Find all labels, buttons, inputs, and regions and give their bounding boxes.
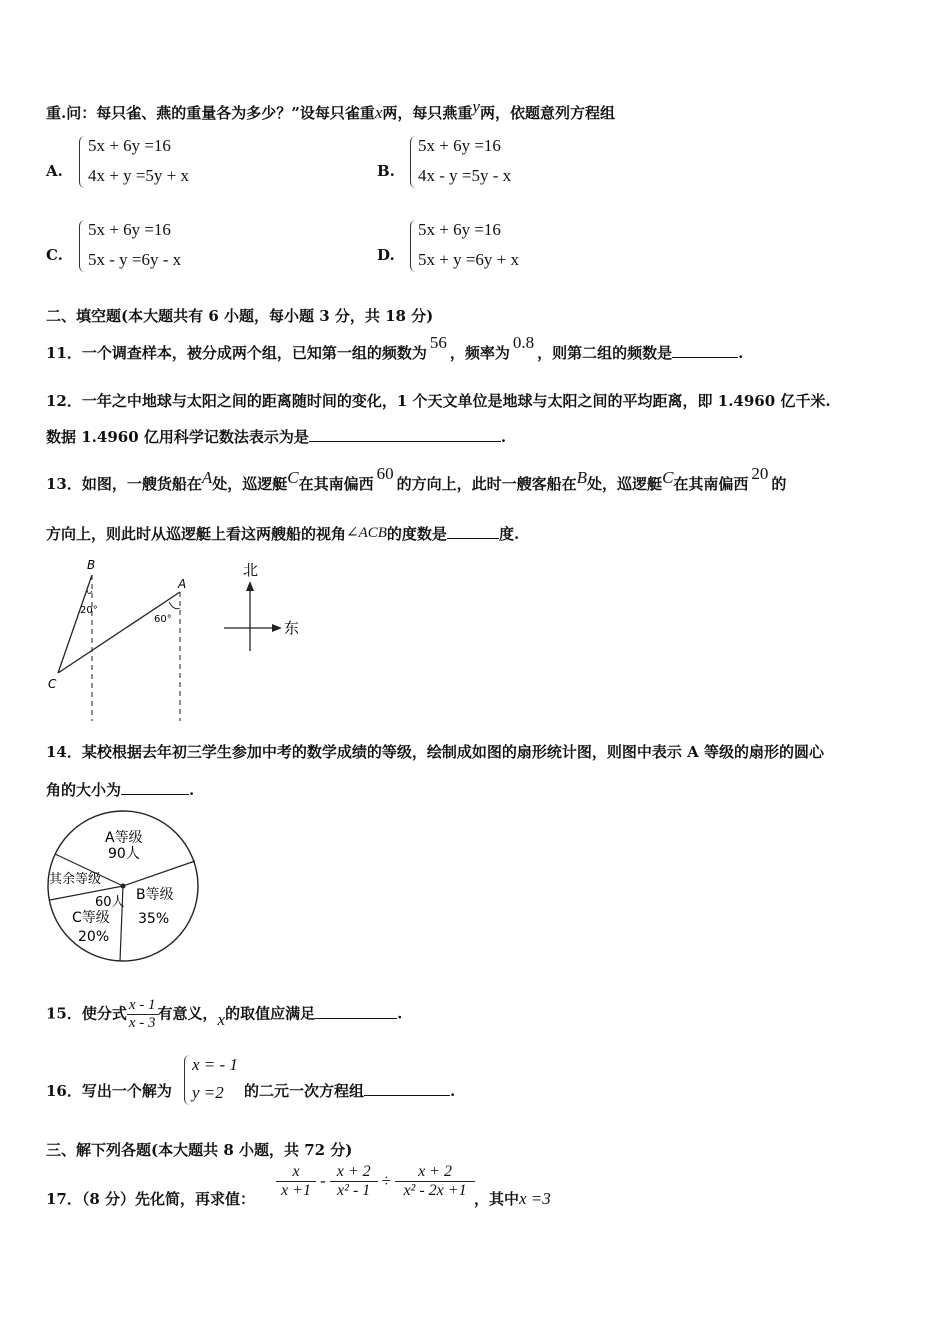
answer-blank[interactable] [315,1004,397,1019]
equation-line: 5x + 6y =16 [418,220,501,239]
pie-c-value: 20% [78,929,110,945]
question-12-line-2 [46,426,506,447]
east-label: 东 [284,619,300,637]
q17-fraction-2 [330,1163,378,1200]
question-15 [46,997,402,1032]
brace [410,136,417,188]
question-12-line-1: 12．一年之中地球与太阳之间的距离随时间的变化，1 个天文单位是地球与太阳之间的平均距离，即 1.4960 亿千米. [46,392,831,410]
q11-mid: ，频率为 [449,344,510,362]
label-a: A [178,577,187,591]
angle-arc-a [169,602,180,609]
brace [184,1055,191,1105]
pie-a-label: A等级 [105,830,143,846]
intro-line [46,97,615,123]
question-14-line-2 [46,779,194,800]
q17-fraction-3 [395,1163,475,1200]
equation-line: 5x + 6y =16 [418,136,501,155]
label-c: C [48,677,57,691]
q11-frequency: 56 [429,333,447,352]
q11-prefix: 11．一个调查样本，被分成两个组，已知第一组的频数为 [46,344,427,362]
ship-direction-figure [40,555,310,725]
q16-end: . [450,1082,456,1100]
pie-other-label: 其余等级 [49,872,102,887]
section-3-title: 三、解下列各题(本大题共 8 小题，共 72 分) [46,1141,353,1159]
brace [410,220,417,272]
fraction-numerator: x + 2 [330,1163,378,1182]
q12-text: 数据 1.4960 亿用科学记数法表示为是 [46,428,309,446]
answer-blank[interactable] [309,427,501,442]
angle-label-20: 20° [80,605,98,616]
answer-blank[interactable] [364,1081,450,1096]
q11-rate: 0.8 [512,333,535,352]
fraction-denominator: x² - 2x +1 [403,1182,467,1199]
fraction-denominator: x +1 [281,1182,311,1199]
q17-fraction-1 [276,1163,316,1200]
q13-deg-60: 60 [376,464,394,483]
pie-a-value: 90人 [108,846,140,862]
q13-text: 的方向上，此时一艘客船在 [396,475,577,493]
q13-var-c: C [287,468,299,487]
q13-text: 在其南偏西 [673,475,749,493]
q16-solution-x: x = - 1 [192,1055,238,1074]
option-label: B. [377,162,395,180]
q15-var-x: x [217,1009,226,1029]
q16-solution-y: y =2 [192,1083,224,1102]
pie-c-label: C等级 [72,910,110,926]
equation-line: 5x + 6y =16 [88,136,171,155]
intro-text-1: 重.问：每只雀、燕的重量各为多少？”设每只雀重 [46,104,375,122]
q13-var-b: B [576,468,588,487]
q15-mid: 有意义， [157,1004,218,1023]
line-ac [58,592,180,673]
section-2-title: 二、填空题(本大题共有 6 小题，每小题 3 分，共 18 分) [46,307,434,325]
fraction-numerator: x + 2 [395,1163,475,1182]
answer-blank[interactable] [447,524,499,539]
pie-b-label: B等级 [136,887,174,903]
question-17-suffix [474,1188,551,1209]
q13-text: 方向上，则此时从巡逻艇上看这两艘船的视角 [46,525,347,543]
q13-var-a: A [201,468,213,487]
q15-prefix: 15．使分式 [46,1004,127,1023]
q13-text: 在其南偏西 [298,475,374,493]
fraction-numerator: x - 1 [128,997,156,1013]
q16-suffix: 的二元一次方程组 [244,1082,365,1100]
answer-blank[interactable] [121,780,189,795]
question-13-line-1 [46,464,787,494]
angle-arc-b [87,589,92,594]
pie-b-value: 35% [138,911,170,927]
equation-line: 5x + 6y =16 [88,220,171,239]
q13-text: 的 [771,475,787,493]
equation-line: 5x - y =6y - x [88,250,182,269]
fraction-denominator: x - 3 [128,1015,156,1031]
q13-angle: ∠ACB [346,525,387,541]
north-label: 北 [243,561,259,579]
q13-text: 的度数是 [386,525,447,543]
option-label: D. [377,246,395,264]
q17-minus: - [320,1171,326,1190]
question-14-line-1: 14．某校根据去年初三学生参加中考的数学成绩的等级，绘制成如图的扇形统计图，则图中表示 A 等级的扇形的圆心 [46,743,824,761]
q17-condition: x =3 [519,1189,551,1208]
answer-blank[interactable] [672,343,738,358]
question-16-suffix [244,1080,455,1101]
q17-suffix: ，其中 [474,1190,520,1208]
q17-divide: ÷ [381,1171,392,1190]
intro-text-2: 两，每只燕重 [382,104,473,122]
equation-line: 5x + y =6y + x [418,250,520,269]
q15-fraction [127,997,158,1032]
option-label: C. [46,246,63,264]
equation-line: 4x - y =5y - x [418,166,512,185]
q13-unit: 度. [498,525,520,543]
q13-text: 13．如图，一艘货船在 [46,475,202,493]
intro-text-3: 两，依题意列方程组 [479,104,615,122]
pie-other-value: 60人 [95,895,125,910]
brace [79,220,86,272]
question-17-prefix: 17．（8 分）先化简，再求值： [46,1190,256,1208]
q14-text: 角的大小为 [46,781,122,799]
var-y: y [472,97,480,116]
fraction-denominator: x² - 1 [337,1182,371,1199]
angle-label-60: 60° [154,614,172,625]
q15-suffix: 的取值应满足 [225,1004,316,1023]
q13-text: 处，巡逻艇 [212,475,288,493]
pie-chart [40,806,210,966]
label-b: B [87,558,96,572]
q11-end: . [738,344,744,362]
q14-end: . [189,781,195,799]
equation-line: 4x + y =5y + x [88,166,190,185]
question-16-prefix: 16．写出一个解为 [46,1082,172,1100]
q13-var-c: C [662,468,674,487]
north-arrow-icon [246,581,254,591]
q12-end: . [500,428,507,446]
question-17-expression [276,1163,475,1200]
q15-end: . [397,1004,403,1023]
pie-center [121,884,126,889]
fraction-numerator: x [276,1163,316,1182]
question-13-line-2 [46,523,519,544]
q13-text: 处，巡逻艇 [587,475,663,493]
var-x: x [374,103,383,122]
q11-suffix: ，则第二组的频数是 [537,344,673,362]
option-label: A. [46,162,63,180]
brace [79,136,86,188]
east-arrow-icon [272,624,282,632]
q13-deg-20: 20 [751,464,769,483]
pie-divider-a-b [123,861,195,886]
question-11 [46,333,744,363]
